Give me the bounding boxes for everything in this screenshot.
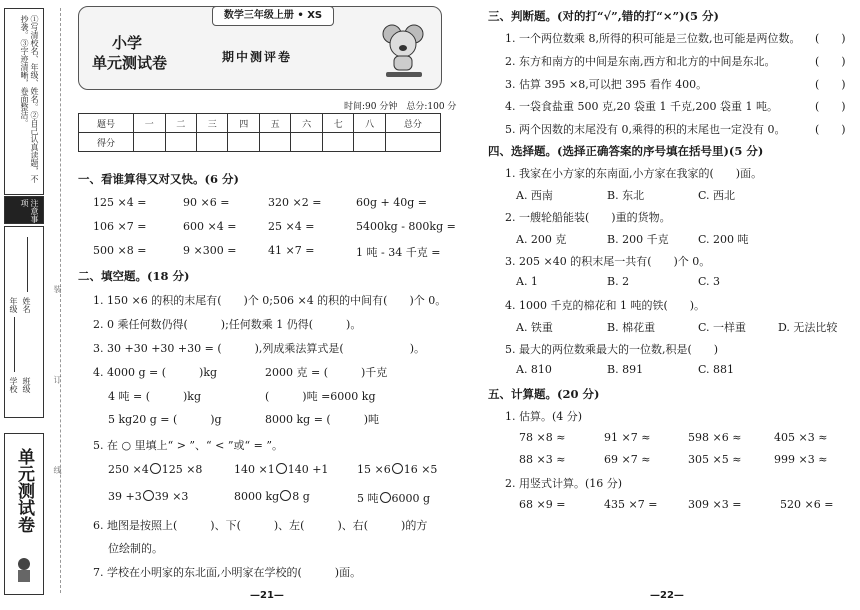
choice-option: A. 200 克 (516, 233, 567, 246)
score-input-cell[interactable] (134, 133, 165, 152)
score-table (78, 113, 441, 152)
estimate-item: 305 ×5 ≈ (688, 453, 742, 466)
name-line (27, 237, 28, 292)
compare-item: 15 ×6 16 ×5 (357, 463, 438, 476)
vertical-calc: 520 ×6 = (780, 498, 834, 511)
vertical-calc: 309 ×3 = (688, 498, 742, 511)
page-number-left: —21— (250, 590, 284, 601)
calc-item: 500 ×8 = (93, 244, 147, 257)
compare-circle[interactable] (280, 490, 291, 501)
choice-option: B. 东北 (607, 189, 645, 202)
choice-option: D. 无法比较 (778, 321, 838, 334)
grade-line (14, 317, 15, 372)
judge-item: 1. 一个两位数乘 8,所得的积可能是三位数,也可能是两位数。 (505, 32, 801, 45)
estimate-item: 69 ×7 ≈ (604, 453, 651, 466)
table-cell: 六 (291, 114, 322, 133)
table-cell: 八 (354, 114, 385, 133)
sub-title: 2. 用竖式计算。(16 分) (505, 477, 623, 490)
notice-heading: 注意事项 (4, 196, 44, 224)
answer-paren[interactable]: ( ) (815, 123, 846, 136)
compare-circle[interactable] (276, 463, 287, 474)
section5-title: 五、计算题。(20 分) (488, 387, 600, 401)
fill-question: 1. 150 ×6 的积的末尾有( )个 0;506 ×4 的积的中间有( )个 0。 (93, 294, 447, 307)
calc-item: 5400kg - 800kg = (356, 220, 456, 233)
calc-item: 1 吨 - 34 千克 = (356, 246, 441, 259)
calc-item: 25 ×4 = (268, 220, 315, 233)
choice-option: B. 2 (607, 275, 630, 288)
calc-item: 60g + 40g = (356, 196, 428, 209)
score-input-cell[interactable] (354, 133, 385, 152)
table-cell: 三 (197, 114, 228, 133)
score-input-cell[interactable] (322, 133, 353, 152)
answer-paren[interactable]: ( ) (815, 100, 846, 113)
seal-text: 装 订 线 (53, 285, 62, 515)
score-input-cell[interactable] (197, 133, 228, 152)
choice-question: 2. 一艘轮船能装( )重的货物。 (505, 211, 671, 224)
fill-question: 7. 学校在小明家的东北面,小明家在学校的( )面。 (93, 566, 362, 579)
calc-item: 41 ×7 = (268, 244, 315, 257)
table-cell: 五 (259, 114, 290, 133)
choice-option: A. 铁重 (516, 321, 553, 334)
unit-conversion: 8000 kg = ( )吨 (265, 413, 379, 426)
table-row (79, 133, 441, 152)
notice-box (4, 8, 44, 195)
section4-title: 四、选择题。(选择正确答案的序号填在括号里)(5 分) (488, 144, 764, 158)
choice-question: 1. 我家在小方家的东南面,小方家在我家的( )面。 (505, 167, 763, 180)
student-info-box (4, 226, 44, 418)
judge-item: 2. 东方和南方的中间是东南,西方和北方的中间是东北。 (505, 55, 776, 68)
unit-conversion: 2000 克 = ( )千克 (265, 366, 388, 379)
table-cell: 一 (134, 114, 165, 133)
score-input-cell[interactable] (228, 133, 259, 152)
table-cell: 二 (165, 114, 196, 133)
judge-item: 4. 一袋食盐重 500 克,20 袋重 1 千克,200 袋重 1 吨。 (505, 100, 778, 113)
calc-item: 90 ×6 = (183, 196, 230, 209)
koala-mascot-icon (378, 20, 428, 82)
fill-question: 6. 地图是按照上( )、下( )、左( )、右( )的方 (93, 519, 428, 532)
compare-circle[interactable] (150, 463, 161, 474)
answer-paren[interactable]: ( ) (815, 78, 846, 91)
choice-option: C. 881 (698, 363, 735, 376)
binding-strip (4, 8, 44, 598)
compare-circle[interactable] (380, 492, 391, 503)
choice-option: B. 棉花重 (607, 321, 656, 334)
judge-item: 3. 估算 395 ×8,可以把 395 看作 400。 (505, 78, 708, 91)
vertical-calc: 68 ×9 = (519, 498, 566, 511)
choice-option: C. 3 (698, 275, 721, 288)
table-cell: 总分 (385, 114, 440, 133)
table-cell: 题号 (79, 114, 134, 133)
compare-item: 8000 kg 8 g (234, 490, 310, 503)
sub-title: 1. 估算。(4 分) (505, 410, 583, 423)
choice-option: A. 西南 (516, 189, 553, 202)
brand-box (4, 433, 44, 595)
compare-item: 250 ×4 125 ×8 (108, 463, 203, 476)
answer-paren[interactable]: ( ) (815, 32, 846, 45)
choice-option: A. 810 (516, 363, 552, 376)
fill-question: 3. 30 +30 +30 +30 = ( ),列成乘法算式是( )。 (93, 342, 425, 355)
compare-circle[interactable] (392, 463, 403, 474)
fill-question: 位绘制的。 (108, 542, 163, 555)
choice-question: 4. 1000 千克的棉花和 1 吨的铁( )。 (505, 299, 706, 312)
unit-conversion: 4 吨 = ( )kg (108, 390, 201, 403)
estimate-item: 999 ×3 ≈ (774, 453, 828, 466)
notice-text: ①写清校名、年级、姓名。②自己认真读题，不抄袭。③字迹清晰，卷面整洁。 (20, 15, 39, 183)
calc-item: 106 ×7 = (93, 220, 147, 233)
compare-item: 39 +3 39 ×3 (108, 490, 189, 503)
choice-option: C. 200 吨 (698, 233, 749, 246)
unit-conversion: 4. 4000 g = ( )kg (93, 366, 218, 379)
table-cell: 七 (322, 114, 353, 133)
compare-circle[interactable] (143, 490, 154, 501)
brand-line1: 小学 (112, 34, 143, 52)
estimate-item: 91 ×7 ≈ (604, 431, 651, 444)
calc-item: 9 ×300 = (183, 244, 237, 257)
section3-title: 三、判断题。(对的打“√”,错的打“×”)(5 分) (488, 9, 719, 23)
page-number-right: —22— (650, 590, 684, 601)
choice-option: B. 200 千克 (607, 233, 669, 246)
estimate-item: 405 ×3 ≈ (774, 431, 828, 444)
section2-title: 二、填空题。(18 分) (78, 269, 190, 283)
score-input-cell[interactable] (259, 133, 290, 152)
calc-item: 600 ×4 = (183, 220, 237, 233)
class-label: 班级 (22, 377, 31, 393)
choice-option: A. 1 (516, 275, 538, 288)
unit-conversion: ( )吨 =6000 kg (265, 390, 376, 403)
judge-item: 5. 两个因数的末尾没有 0,乘得的积的末尾也一定没有 0。 (505, 123, 786, 136)
calc-item: 320 ×2 = (268, 196, 322, 209)
unit-conversion: 5 kg20 g = ( )g (108, 413, 222, 426)
mascot-icon (13, 556, 35, 586)
choice-option: B. 891 (607, 363, 644, 376)
choice-question: 3. 205 ×40 的积末尾一共有( )个 0。 (505, 255, 711, 268)
answer-paren[interactable]: ( ) (815, 55, 846, 68)
calc-item: 125 ×4 = (93, 196, 147, 209)
choice-option: C. 西北 (698, 189, 736, 202)
table-row (79, 114, 441, 133)
compare-item: 5 吨 6000 g (357, 492, 431, 505)
score-input-cell[interactable] (385, 133, 440, 152)
table-cell: 得分 (79, 133, 134, 152)
brand-vertical: 单元测试卷 (14, 448, 34, 533)
name-label: 姓名 (22, 297, 31, 313)
score-input-cell[interactable] (165, 133, 196, 152)
table-cell: 四 (228, 114, 259, 133)
estimate-item: 88 ×3 ≈ (519, 453, 566, 466)
time-info: 时间:90 分钟 总分:100 分 (344, 102, 457, 112)
grade-label: 年级 (9, 297, 18, 313)
estimate-item: 78 ×8 ≈ (519, 431, 566, 444)
brand-line2: 单元测试卷 (92, 54, 168, 72)
school-label: 学校 (9, 377, 18, 393)
choice-question: 5. 最大的两位数乘最大的一位数,积是( ) (505, 343, 719, 356)
exam-title: 期中测评卷 (222, 50, 293, 64)
vertical-calc: 435 ×7 = (604, 498, 658, 511)
book-tab: 数学三年级上册 • XS (212, 6, 334, 26)
choice-option: C. 一样重 (698, 321, 747, 334)
score-input-cell[interactable] (291, 133, 322, 152)
fill-question: 2. 0 乘任何数仍得( );任何数乘 1 仍得( )。 (93, 318, 362, 331)
estimate-item: 598 ×6 ≈ (688, 431, 742, 444)
compare-item: 140 ×1 140 +1 (234, 463, 329, 476)
section1-title: 一、看谁算得又对又快。(6 分) (78, 172, 239, 186)
compare-instruction: 5. 在 ○ 里填上“ > ”、“ < ”或“ = ”。 (93, 439, 283, 452)
